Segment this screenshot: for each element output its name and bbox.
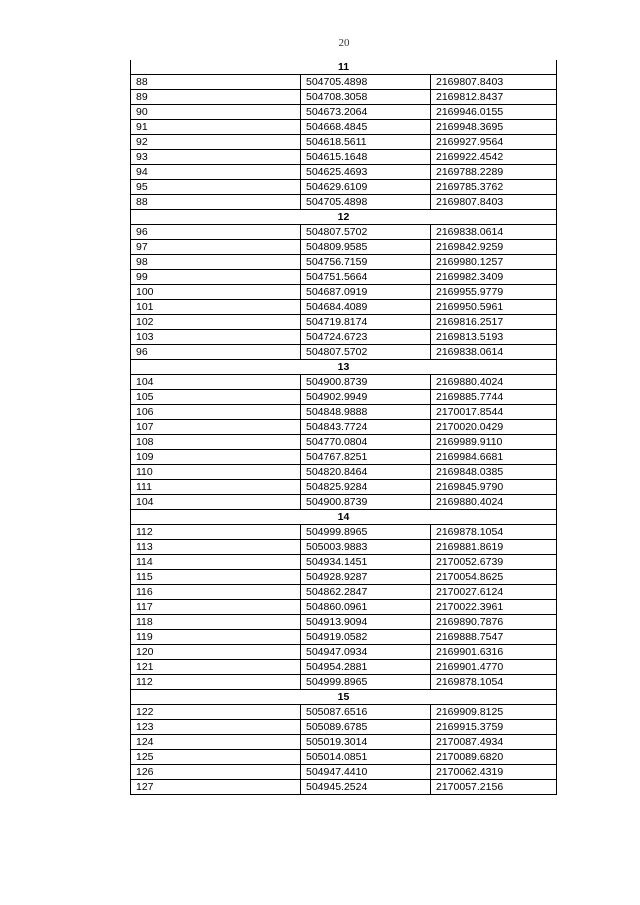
point-number-cell: 102	[131, 315, 301, 330]
y-coordinate-cell: 2169807.8403	[431, 75, 557, 90]
table-row	[131, 540, 557, 555]
table-row	[131, 375, 557, 390]
y-coordinate-cell: 2169901.6316	[431, 645, 557, 660]
point-number-cell: 98	[131, 255, 301, 270]
x-coordinate-cell: 504947.0934	[301, 645, 431, 660]
table-row	[131, 330, 557, 345]
point-number-cell: 97	[131, 240, 301, 255]
table-row	[131, 465, 557, 480]
point-number-cell: 92	[131, 135, 301, 150]
x-coordinate-cell: 504767.8251	[301, 450, 431, 465]
table-row	[131, 525, 557, 540]
point-number-cell: 112	[131, 525, 301, 540]
section-header-row	[131, 210, 557, 225]
x-coordinate-cell: 504807.5702	[301, 225, 431, 240]
y-coordinate-cell: 2169842.9259	[431, 240, 557, 255]
table-row	[131, 405, 557, 420]
point-number-cell: 103	[131, 330, 301, 345]
table-row	[131, 120, 557, 135]
table-row	[131, 180, 557, 195]
y-coordinate-cell: 2169901.4770	[431, 660, 557, 675]
x-coordinate-cell: 504900.8739	[301, 495, 431, 510]
table-row	[131, 150, 557, 165]
x-coordinate-cell: 504673.2064	[301, 105, 431, 120]
table-row	[131, 225, 557, 240]
x-coordinate-cell: 504756.7159	[301, 255, 431, 270]
y-coordinate-cell: 2170027.6124	[431, 585, 557, 600]
point-number-cell: 125	[131, 750, 301, 765]
x-coordinate-cell: 504843.7724	[301, 420, 431, 435]
y-coordinate-cell: 2169881.8619	[431, 540, 557, 555]
y-coordinate-cell: 2169915.3759	[431, 720, 557, 735]
x-coordinate-cell: 504825.9284	[301, 480, 431, 495]
y-coordinate-cell: 2169878.1054	[431, 525, 557, 540]
table-row	[131, 195, 557, 210]
x-coordinate-cell: 504809.9585	[301, 240, 431, 255]
y-coordinate-cell: 2170089.6820	[431, 750, 557, 765]
point-number-cell: 104	[131, 495, 301, 510]
x-coordinate-cell: 505089.6785	[301, 720, 431, 735]
point-number-cell: 119	[131, 630, 301, 645]
section-label: 12	[131, 210, 557, 225]
point-number-cell: 88	[131, 75, 301, 90]
table-row	[131, 480, 557, 495]
table-row	[131, 435, 557, 450]
x-coordinate-cell: 504999.8965	[301, 675, 431, 690]
point-number-cell: 126	[131, 765, 301, 780]
x-coordinate-cell: 504860.0961	[301, 600, 431, 615]
y-coordinate-cell: 2170062.4319	[431, 765, 557, 780]
y-coordinate-cell: 2169955.9779	[431, 285, 557, 300]
point-number-cell: 110	[131, 465, 301, 480]
table-row	[131, 420, 557, 435]
point-number-cell: 111	[131, 480, 301, 495]
y-coordinate-cell: 2169788.2289	[431, 165, 557, 180]
y-coordinate-cell: 2169878.1054	[431, 675, 557, 690]
x-coordinate-cell: 504945.2524	[301, 780, 431, 795]
point-number-cell: 117	[131, 600, 301, 615]
point-number-cell: 121	[131, 660, 301, 675]
y-coordinate-cell: 2169888.7547	[431, 630, 557, 645]
y-coordinate-cell: 2169885.7744	[431, 390, 557, 405]
y-coordinate-cell: 2169989.9110	[431, 435, 557, 450]
table-row	[131, 285, 557, 300]
y-coordinate-cell: 2169812.8437	[431, 90, 557, 105]
table-row	[131, 345, 557, 360]
x-coordinate-cell: 504708.3058	[301, 90, 431, 105]
section-label: 13	[131, 360, 557, 375]
point-number-cell: 116	[131, 585, 301, 600]
y-coordinate-cell: 2170017.8544	[431, 405, 557, 420]
x-coordinate-cell: 504900.8739	[301, 375, 431, 390]
table-row	[131, 390, 557, 405]
x-coordinate-cell: 504848.9888	[301, 405, 431, 420]
table-row	[131, 600, 557, 615]
x-coordinate-cell: 504687.0919	[301, 285, 431, 300]
x-coordinate-cell: 505019.3014	[301, 735, 431, 750]
point-number-cell: 105	[131, 390, 301, 405]
y-coordinate-cell: 2169880.4024	[431, 375, 557, 390]
table-row	[131, 495, 557, 510]
x-coordinate-cell: 504934.1451	[301, 555, 431, 570]
y-coordinate-cell: 2169813.5193	[431, 330, 557, 345]
table-row	[131, 750, 557, 765]
point-number-cell: 108	[131, 435, 301, 450]
table-row	[131, 705, 557, 720]
y-coordinate-cell: 2169838.0614	[431, 345, 557, 360]
x-coordinate-cell: 504751.5664	[301, 270, 431, 285]
x-coordinate-cell: 504902.9949	[301, 390, 431, 405]
x-coordinate-cell: 504684.4089	[301, 300, 431, 315]
table-row	[131, 630, 557, 645]
x-coordinate-cell: 504770.0804	[301, 435, 431, 450]
section-header-row	[131, 510, 557, 525]
point-number-cell: 112	[131, 675, 301, 690]
point-number-cell: 113	[131, 540, 301, 555]
y-coordinate-cell: 2169927.9564	[431, 135, 557, 150]
table-row	[131, 765, 557, 780]
x-coordinate-cell: 504719.8174	[301, 315, 431, 330]
y-coordinate-cell: 2169880.4024	[431, 495, 557, 510]
x-coordinate-cell: 504625.4693	[301, 165, 431, 180]
y-coordinate-cell: 2169980.1257	[431, 255, 557, 270]
x-coordinate-cell: 504913.9094	[301, 615, 431, 630]
table-row	[131, 240, 557, 255]
table-row	[131, 720, 557, 735]
x-coordinate-cell: 504807.5702	[301, 345, 431, 360]
table-row	[131, 105, 557, 120]
table-row	[131, 90, 557, 105]
table-row	[131, 450, 557, 465]
section-header-row	[131, 690, 557, 705]
table-row	[131, 255, 557, 270]
x-coordinate-cell: 504618.5611	[301, 135, 431, 150]
x-coordinate-cell: 504724.6723	[301, 330, 431, 345]
x-coordinate-cell: 504954.2881	[301, 660, 431, 675]
table-row	[131, 555, 557, 570]
section-label: 11	[131, 60, 557, 75]
point-number-cell: 93	[131, 150, 301, 165]
point-number-cell: 96	[131, 225, 301, 240]
table-row	[131, 645, 557, 660]
table-row	[131, 675, 557, 690]
y-coordinate-cell: 2169890.7876	[431, 615, 557, 630]
point-number-cell: 107	[131, 420, 301, 435]
point-number-cell: 106	[131, 405, 301, 420]
x-coordinate-cell: 505087.6516	[301, 705, 431, 720]
table-row	[131, 315, 557, 330]
point-number-cell: 115	[131, 570, 301, 585]
y-coordinate-cell: 2169785.3762	[431, 180, 557, 195]
x-coordinate-cell: 504919.0582	[301, 630, 431, 645]
point-number-cell: 100	[131, 285, 301, 300]
y-coordinate-cell: 2170022.3961	[431, 600, 557, 615]
point-number-cell: 88	[131, 195, 301, 210]
point-number-cell: 94	[131, 165, 301, 180]
y-coordinate-cell: 2170054.8625	[431, 570, 557, 585]
point-number-cell: 123	[131, 720, 301, 735]
y-coordinate-cell: 2169909.8125	[431, 705, 557, 720]
table-row	[131, 615, 557, 630]
y-coordinate-cell: 2169845.9790	[431, 480, 557, 495]
point-number-cell: 114	[131, 555, 301, 570]
y-coordinate-cell: 2170087.4934	[431, 735, 557, 750]
coordinates-table	[130, 60, 557, 795]
table-row	[131, 780, 557, 795]
x-coordinate-cell: 504705.4898	[301, 75, 431, 90]
table-row	[131, 660, 557, 675]
y-coordinate-cell: 2169984.6681	[431, 450, 557, 465]
y-coordinate-cell: 2170020.0429	[431, 420, 557, 435]
table-row	[131, 165, 557, 180]
table-row	[131, 300, 557, 315]
page-number: 20	[338, 37, 350, 49]
y-coordinate-cell: 2169816.2517	[431, 315, 557, 330]
point-number-cell: 118	[131, 615, 301, 630]
y-coordinate-cell: 2169946.0155	[431, 105, 557, 120]
point-number-cell: 95	[131, 180, 301, 195]
y-coordinate-cell: 2169807.8403	[431, 195, 557, 210]
point-number-cell: 96	[131, 345, 301, 360]
table-row	[131, 735, 557, 750]
y-coordinate-cell: 2169922.4542	[431, 150, 557, 165]
point-number-cell: 124	[131, 735, 301, 750]
x-coordinate-cell: 504629.6109	[301, 180, 431, 195]
table-row	[131, 135, 557, 150]
y-coordinate-cell: 2169982.3409	[431, 270, 557, 285]
section-header-row	[131, 360, 557, 375]
table-row	[131, 75, 557, 90]
x-coordinate-cell: 504999.8965	[301, 525, 431, 540]
point-number-cell: 120	[131, 645, 301, 660]
x-coordinate-cell: 504668.4845	[301, 120, 431, 135]
section-header-row	[131, 60, 557, 75]
point-number-cell: 99	[131, 270, 301, 285]
point-number-cell: 109	[131, 450, 301, 465]
point-number-cell: 122	[131, 705, 301, 720]
y-coordinate-cell: 2169838.0614	[431, 225, 557, 240]
point-number-cell: 91	[131, 120, 301, 135]
y-coordinate-cell: 2169848.0385	[431, 465, 557, 480]
point-number-cell: 89	[131, 90, 301, 105]
section-label: 14	[131, 510, 557, 525]
x-coordinate-cell: 504862.2847	[301, 585, 431, 600]
point-number-cell: 90	[131, 105, 301, 120]
y-coordinate-cell: 2170057.2156	[431, 780, 557, 795]
x-coordinate-cell: 505014.0851	[301, 750, 431, 765]
table-row	[131, 570, 557, 585]
x-coordinate-cell: 504820.8464	[301, 465, 431, 480]
point-number-cell: 127	[131, 780, 301, 795]
x-coordinate-cell: 504705.4898	[301, 195, 431, 210]
point-number-cell: 104	[131, 375, 301, 390]
x-coordinate-cell: 504947.4410	[301, 765, 431, 780]
y-coordinate-cell: 2169948.3695	[431, 120, 557, 135]
point-number-cell: 101	[131, 300, 301, 315]
y-coordinate-cell: 2169950.5961	[431, 300, 557, 315]
y-coordinate-cell: 2170052.6739	[431, 555, 557, 570]
x-coordinate-cell: 504615.1648	[301, 150, 431, 165]
table-row	[131, 270, 557, 285]
x-coordinate-cell: 504928.9287	[301, 570, 431, 585]
x-coordinate-cell: 505003.9883	[301, 540, 431, 555]
table-row	[131, 585, 557, 600]
section-label: 15	[131, 690, 557, 705]
